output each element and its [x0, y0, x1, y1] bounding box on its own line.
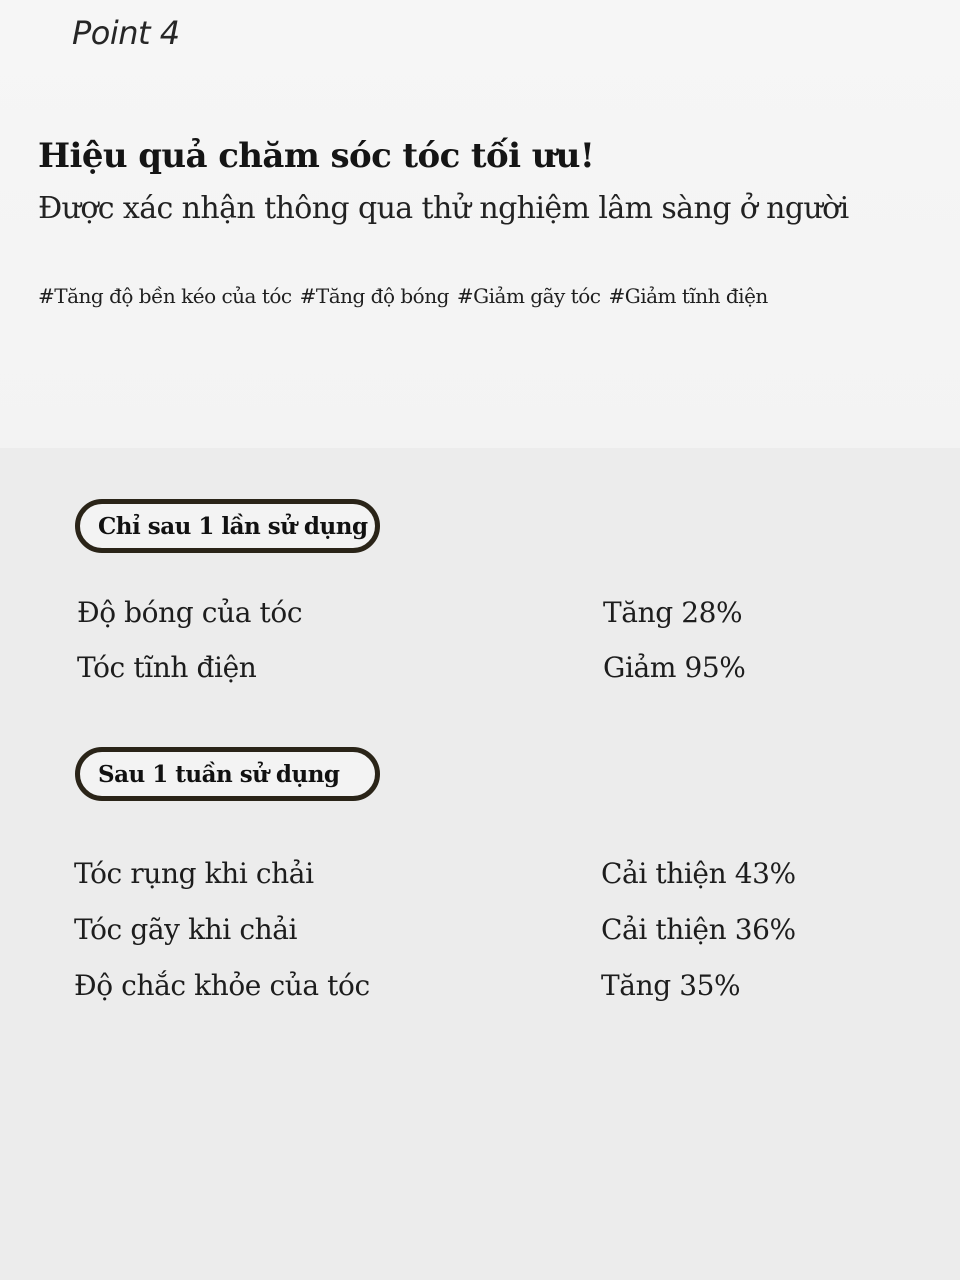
section-badge-label: Chỉ sau 1 lần sử dụng	[98, 512, 368, 540]
result-value: Cải thiện 36%	[601, 913, 796, 946]
hashtag: #Tăng độ bền kéo của tóc	[38, 284, 292, 308]
result-value: Tăng 28%	[603, 596, 743, 629]
result-name: Độ chắc khỏe của tóc	[74, 969, 370, 1002]
hashtag: #Giảm tĩnh điện	[608, 284, 768, 308]
point-label: Point 4	[72, 14, 180, 52]
result-value: Cải thiện 43%	[601, 857, 796, 890]
result-name: Tóc tĩnh điện	[77, 651, 257, 684]
hashtag-list	[38, 284, 768, 308]
result-name: Tóc rụng khi chải	[74, 857, 314, 890]
page-title: Hiệu quả chăm sóc tóc tối ưu!	[38, 136, 595, 176]
result-value: Tăng 35%	[601, 969, 741, 1002]
section-badge-single-use	[75, 499, 380, 553]
section-badge-label: Sau 1 tuần sử dụng	[98, 760, 340, 788]
result-name: Tóc gãy khi chải	[74, 913, 298, 946]
hashtag: #Giảm gãy tóc	[456, 284, 601, 308]
page-subtitle: Được xác nhận thông qua thử nghiệm lâm sàng ở người	[38, 191, 849, 226]
result-value: Giảm 95%	[603, 651, 746, 684]
hashtag: #Tăng độ bóng	[299, 284, 449, 308]
section-badge-one-week	[75, 747, 380, 801]
result-name: Độ bóng của tóc	[77, 596, 303, 629]
